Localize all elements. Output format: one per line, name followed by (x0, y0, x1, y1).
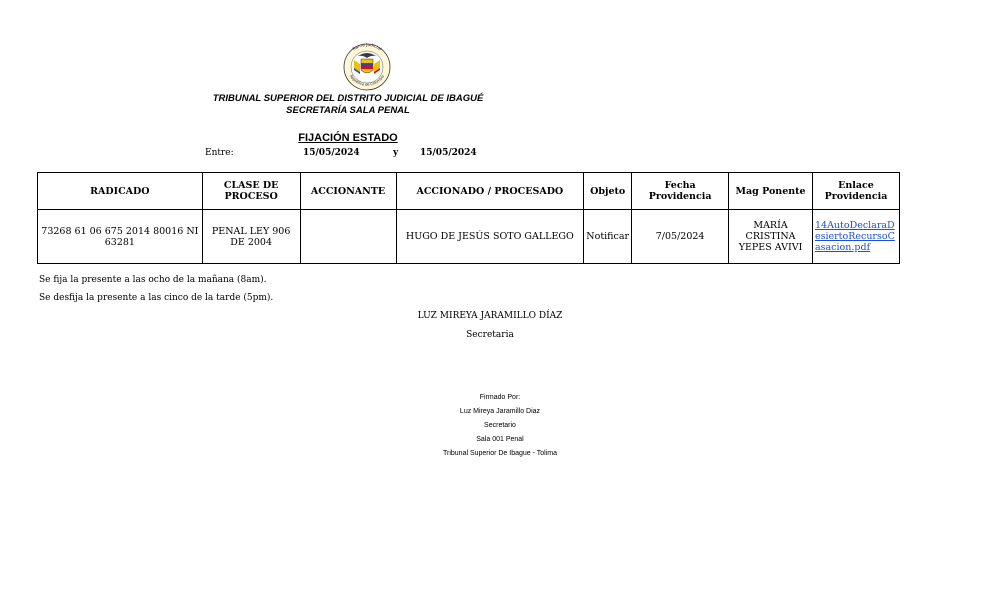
cell-clase-proceso: PENAL LEY 906 DE 2004 (202, 210, 300, 264)
header-mag-ponente: Mag Ponente (729, 173, 813, 210)
range-to-date: 15/05/2024 (420, 148, 477, 158)
signature-role: Secretario (484, 422, 516, 429)
signature-name: Luz Mireya Jaramillo Diaz (459, 408, 541, 415)
table-row (38, 210, 900, 264)
rama-judicial-seal (336, 42, 398, 92)
providencia-link[interactable]: 14AutoDeclaraDesiertoRecursoCasacion.pdf (814, 220, 895, 253)
header-enlace-providencia: Enlace Providencia (812, 173, 899, 210)
court-name: TRIBUNAL SUPERIOR DEL DISTRITO JUDICIAL DE IBAGUÉ (212, 93, 484, 104)
cell-fecha-providencia: 7/05/2024 (632, 210, 729, 264)
document-title: FIJACIÓN ESTADO (298, 132, 398, 144)
header-clase-proceso: CLASE DE PROCESO (202, 173, 300, 210)
signer-role: Secretaria (466, 330, 514, 340)
fija-note: Se fija la presente a las ocho de la mañana (8am). (39, 275, 267, 285)
table-header-row (38, 173, 900, 210)
header-fecha-providencia: Fecha Providencia (632, 173, 729, 210)
seal-bottom-text: República de Colombia (348, 74, 386, 87)
header-accionante: ACCIONANTE (300, 173, 396, 210)
cell-enlace (812, 210, 899, 264)
cell-accionado: HUGO DE JESÚS SOTO GALLEGO (396, 210, 584, 264)
header-accionado: ACCIONADO / PROCESADO (396, 173, 584, 210)
secretaria-name: SECRETARÍA SALA PENAL (286, 105, 410, 116)
cell-mag-ponente: MARÍA CRISTINA YEPES AVIVI (729, 210, 813, 264)
cell-objeto: Notificar (584, 210, 632, 264)
range-label: Entre: (205, 148, 234, 158)
signature-firmado-por: Firmado Por: (479, 394, 521, 401)
cell-accionante (300, 210, 396, 264)
estado-table (37, 172, 900, 264)
signature-sala: Sala 001 Penal (476, 436, 524, 443)
header-radicado: RADICADO (38, 173, 203, 210)
desfija-note: Se desfija la presente a las cinco de la tarde (5pm). (39, 293, 274, 303)
signature-tribunal: Tribunal Superior De Ibague - Tolima (442, 450, 557, 457)
signer-name: LUZ MIREYA JARAMILLO DÍAZ (417, 311, 563, 321)
range-connector: y (393, 148, 399, 158)
seal-top-text: Rama Judicial (351, 42, 383, 52)
cell-radicado: 73268 61 06 675 2014 80016 NI 63281 (38, 210, 203, 264)
range-from-date: 15/05/2024 (303, 148, 360, 158)
header-objeto: Objeto (584, 173, 632, 210)
